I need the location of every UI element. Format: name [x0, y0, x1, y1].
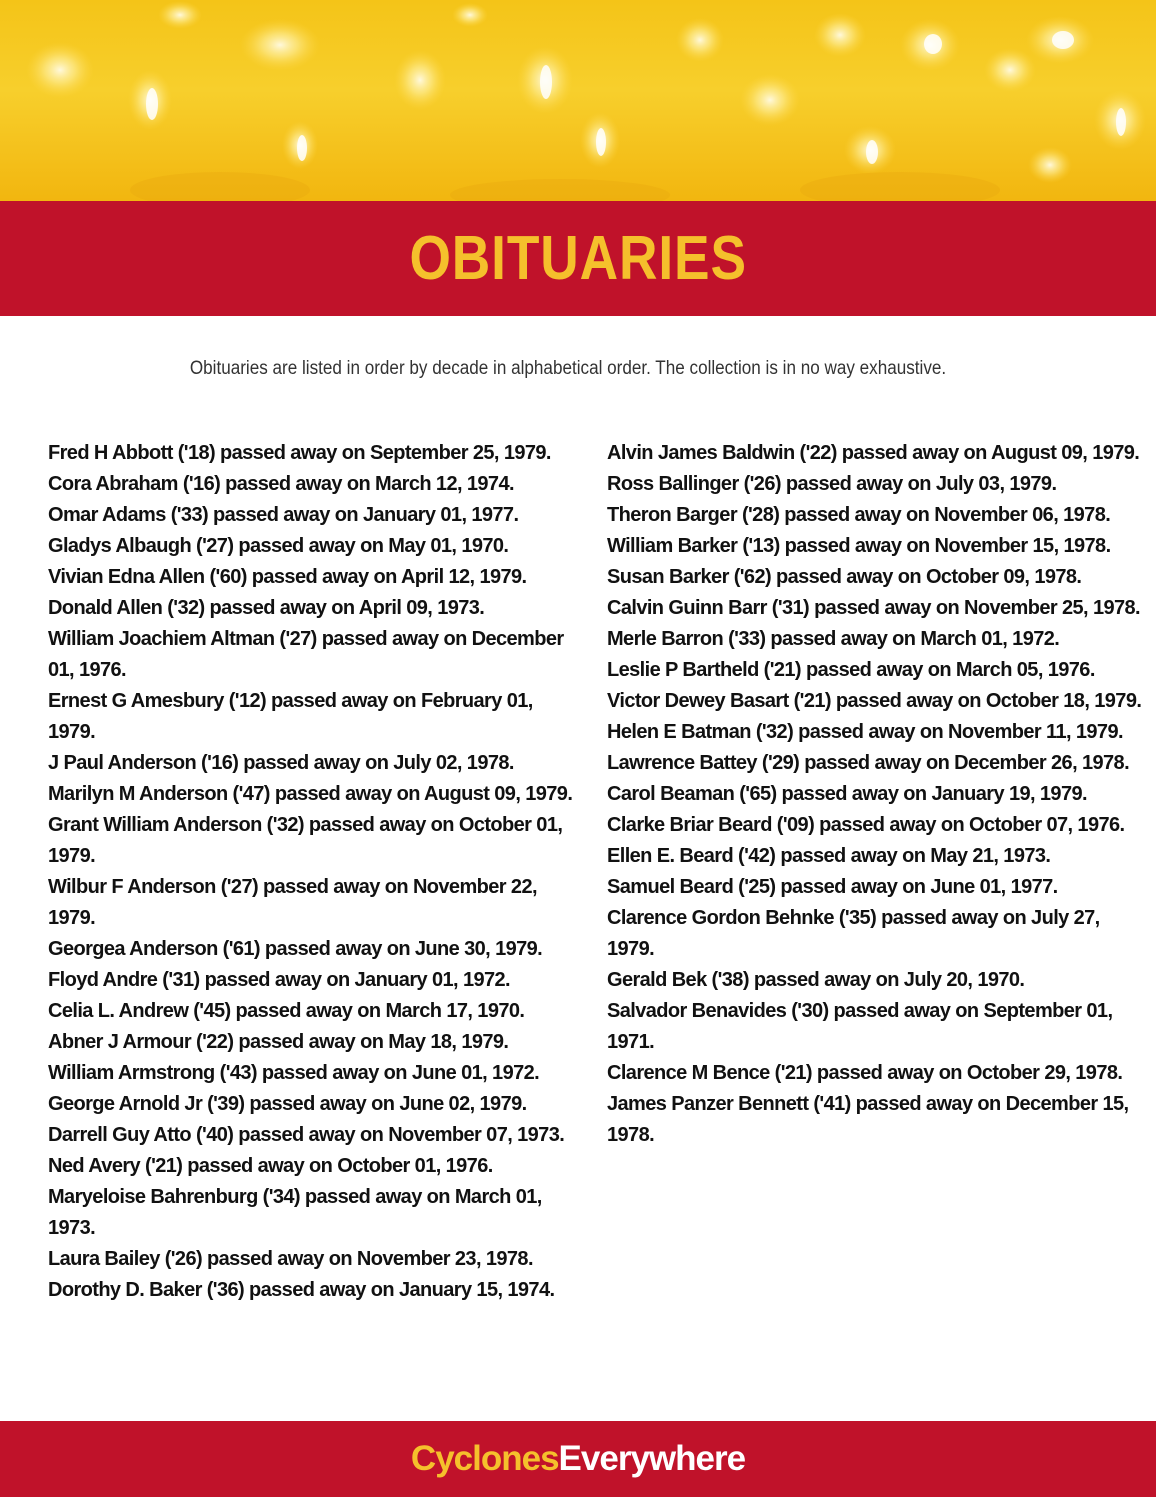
- obituary-entry: Leslie P Bartheld ('21) passed away on March 05, 1976.: [607, 659, 1095, 681]
- obituary-entry: Dorothy D. Baker ('36) passed away on January 15, 1974.: [48, 1279, 555, 1301]
- obituary-entry: Clarke Briar Beard ('09) passed away on October 07, 1976.: [607, 814, 1125, 836]
- obituary-entry: Victor Dewey Basart ('21) passed away on October 18, 1979.: [607, 690, 1142, 712]
- candle-header-image: [0, 0, 1156, 201]
- obituary-entry: J Paul Anderson ('16) passed away on July 02, 1978.: [48, 752, 514, 774]
- obituary-entry: James Panzer Bennett ('41) passed away on December 15, 1978.: [607, 1093, 1129, 1146]
- obituary-entry: William Joachiem Altman ('27) passed away on December 01, 1976.: [48, 628, 564, 681]
- brand-logo: [411, 1439, 745, 1479]
- obituary-entry: Vivian Edna Allen ('60) passed away on April 12, 1979.: [48, 566, 527, 588]
- obituary-entry: Abner J Armour ('22) passed away on May 18, 1979.: [48, 1031, 509, 1053]
- page-title: OBITUARIES: [409, 223, 747, 293]
- obituary-entry: George Arnold Jr ('39) passed away on June 02, 1979.: [48, 1093, 527, 1115]
- obituary-entry: Laura Bailey ('26) passed away on November 23, 1978.: [48, 1248, 533, 1270]
- obituary-entry: Darrell Guy Atto ('40) passed away on November 07, 1973.: [48, 1124, 565, 1146]
- obituary-entry: Ernest G Amesbury ('12) passed away on February 01, 1979.: [48, 690, 533, 743]
- obituary-entry: Theron Barger ('28) passed away on November 06, 1978.: [607, 504, 1111, 526]
- intro-text: Obituaries are listed in order by decade in alphabetical order. The collection is in no way exhaustive.: [189, 358, 947, 379]
- obituary-entry: William Barker ('13) passed away on November 15, 1978.: [607, 535, 1111, 557]
- obituary-list-left: [48, 438, 580, 1306]
- obituary-entry: Ellen E. Beard ('42) passed away on May 21, 1973.: [607, 845, 1051, 867]
- obituary-entry: Merle Barron ('33) passed away on March 01, 1972.: [607, 628, 1060, 650]
- obituary-entry: Ned Avery ('21) passed away on October 01, 1976.: [48, 1155, 493, 1177]
- obituary-entry: Georgea Anderson ('61) passed away on June 30, 1979.: [48, 938, 543, 960]
- obituary-entry: Lawrence Battey ('29) passed away on December 26, 1978.: [607, 752, 1130, 774]
- obituary-entry: Clarence Gordon Behnke ('35) passed away on July 27, 1979.: [607, 907, 1100, 960]
- footer-banner: [0, 1421, 1156, 1497]
- obituary-entry: Alvin James Baldwin ('22) passed away on August 09, 1979.: [607, 442, 1140, 464]
- obituary-entry: William Armstrong ('43) passed away on June 01, 1972.: [48, 1062, 540, 1084]
- obituary-entry: Clarence M Bence ('21) passed away on October 29, 1978.: [607, 1062, 1123, 1084]
- obituary-entry: Gerald Bek ('38) passed away on July 20, 1970.: [607, 969, 1025, 991]
- brand-part-everywhere: Everywhere: [558, 1439, 746, 1478]
- obituary-list-right: [607, 438, 1142, 1151]
- obituary-entry: Floyd Andre ('31) passed away on January 01, 1972.: [48, 969, 510, 991]
- brand-part-cyclones: Cyclones: [410, 1439, 559, 1478]
- obituary-entry: Carol Beaman ('65) passed away on January 19, 1979.: [607, 783, 1087, 805]
- obituary-entry: Donald Allen ('32) passed away on April 09, 1973.: [48, 597, 485, 619]
- obituary-entry: Helen E Batman ('32) passed away on November 11, 1979.: [607, 721, 1123, 743]
- obituary-entry: Marilyn M Anderson ('47) passed away on August 09, 1979.: [48, 783, 573, 805]
- obituary-entry: Omar Adams ('33) passed away on January 01, 1977.: [48, 504, 519, 526]
- obituary-entry: Susan Barker ('62) passed away on October 09, 1978.: [607, 566, 1082, 588]
- obituary-entry: Grant William Anderson ('32) passed away on October 01, 1979.: [48, 814, 563, 867]
- obituary-entry: Salvador Benavides ('30) passed away on September 01, 1971.: [607, 1000, 1113, 1053]
- obituary-entry: Gladys Albaugh ('27) passed away on May 01, 1970.: [48, 535, 509, 557]
- obituary-entry: Wilbur F Anderson ('27) passed away on November 22, 1979.: [48, 876, 537, 929]
- obituary-entry: Calvin Guinn Barr ('31) passed away on November 25, 1978.: [607, 597, 1140, 619]
- obituary-entry: Fred H Abbott ('18) passed away on September 25, 1979.: [48, 442, 551, 464]
- obituary-entry: Celia L. Andrew ('45) passed away on March 17, 1970.: [48, 1000, 525, 1022]
- obituary-entry: Maryeloise Bahrenburg ('34) passed away on March 01, 1973.: [48, 1186, 542, 1239]
- obituary-entry: Samuel Beard ('25) passed away on June 01, 1977.: [607, 876, 1058, 898]
- obituary-entry: Ross Ballinger ('26) passed away on July 03, 1979.: [607, 473, 1057, 495]
- obituary-entry: Cora Abraham ('16) passed away on March 12, 1974.: [48, 473, 514, 495]
- title-banner: [0, 201, 1156, 316]
